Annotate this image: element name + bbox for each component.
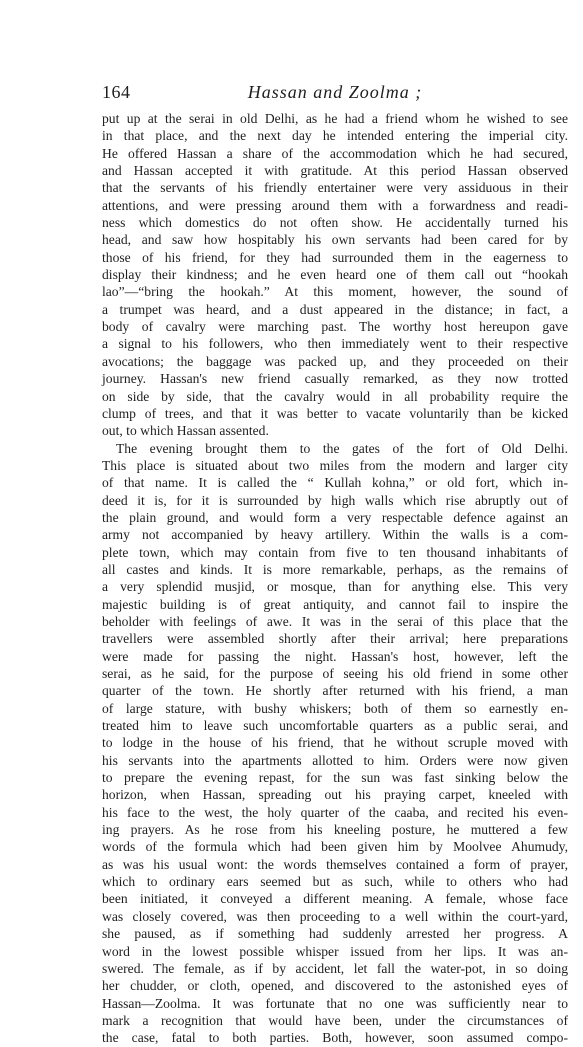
text-line: avocations; the baggage was packed up, and they proceeded on their (102, 353, 568, 369)
text-line: she paused, as if something had suddenly arrested her progress. A (102, 926, 568, 942)
text-line: army not accompanied by heavy artillery. Within the walls is a com- (102, 527, 568, 543)
text-line: his servants into the apartments allotted to him. Orders were now given (102, 752, 568, 768)
text-line: This place is situated about two miles from the modern and larger city (102, 457, 568, 473)
text-line: a signal to his followers, who then immediately went to their respective (102, 336, 568, 352)
text-line: word in the lowest possible whisper issued from her lips. It was an- (102, 943, 568, 959)
text-line: travellers were assembled shortly after their arrival; here preparations (102, 631, 568, 647)
text-line: on side by side, that the cavalry would in all probability require the (102, 388, 568, 404)
text-line: and Hassan accepted it with gratitude. At this period Hassan observed (102, 163, 568, 179)
text-line: body of cavalry were marching past. The worthy host hereupon gave (102, 319, 568, 335)
text-line: of that name. It is called the “ Kullah kohna,” or old fort, which in- (102, 475, 568, 491)
text-line: display their kindness; and he even heard one of them call out “hookah (102, 267, 568, 283)
text-line: the plain ground, and would form a very respectable defence against an (102, 509, 568, 525)
text-line: head, and saw how hospitably his own servants had been cared for by (102, 232, 568, 248)
text-line: plete town, which may contain from five to ten thousand inhabitants of (102, 544, 568, 560)
text-line: swered. The female, as if by accident, let fall the water-pot, in so doing (102, 960, 568, 976)
text-line: been initiated, it conveyed a different meaning. A female, whose face (102, 891, 568, 907)
text-line: attentions, and were pressing around them with a forwardness and readi- (102, 197, 568, 213)
body-text (102, 110, 568, 1047)
text-line: to lodge in the house of his friend, that he without scruple moved with (102, 735, 568, 751)
text-line: that the servants of his friendly entertainer were very assiduous in their (102, 180, 568, 196)
text-line: mark a recognition that would have been, under the circumstances of (102, 1012, 568, 1028)
page-header (102, 82, 568, 110)
text-line: horizon, when Hassan, spreading out his praying carpet, kneeled with (102, 787, 568, 803)
text-line: He offered Hassan a share of the accommodation which he had secured, (102, 145, 568, 161)
text-line: quarter of the town. He shortly after returned with his friend, a man (102, 683, 568, 699)
text-line: Hassan—Zoolma. It was fortunate that no one was sufficiently near to (102, 995, 568, 1011)
text-line: beholder with feelings of awe. It was in the serai of this place that the (102, 613, 568, 629)
text-line: a very splendid musjid, or mosque, than for anything else. This very (102, 579, 568, 595)
text-line: his face to the west, the holy quarter of the caaba, and recited his even- (102, 804, 568, 820)
text-line: to prepare the evening repast, for the sun was fast sinking below the (102, 770, 568, 786)
book-page (102, 82, 568, 1047)
text-line: clump of trees, and that it was better to vacate voluntarily than be kicked (102, 405, 568, 421)
text-line: ness which domestics do not often show. He accidentally turned his (102, 215, 568, 231)
text-line: in that place, and the next day he intended entering the imperial city. (102, 128, 568, 144)
text-line: words of the formula which had been given him by Moolvee Ahumudy, (102, 839, 568, 855)
text-line: as was his usual wont: the words themselves contained a form of prayer, (102, 856, 568, 872)
text-line: her chudder, or cloth, opened, and discovered to the astonished eyes of (102, 978, 568, 994)
text-line: deed it is, for it is surrounded by high walls which rise abruptly out of (102, 492, 568, 508)
text-line: the case, fatal to both parties. Both, however, soon assumed compo- (102, 1030, 568, 1046)
text-line: a trumpet was heard, and a dust appeared in the distance; in fact, a (102, 301, 568, 317)
text-line: all castes and kinds. It is more remarkable, perhaps, as the remains of (102, 561, 568, 577)
text-line: serai, as he said, for the purpose of seeing his old friend in some other (102, 666, 568, 681)
text-line: were made for passing the night. Hassan's host, however, left the (102, 648, 568, 664)
text-line: out, to which Hassan assented. (102, 423, 269, 439)
text-line: put up at the serai in old Delhi, as he had a friend whom he wished to see (102, 111, 568, 126)
running-title: Hassan and Zoolma ; (247, 82, 423, 102)
text-line: lao”—“bring the hookah.” At this moment, however, the sound of (102, 284, 568, 300)
text-line: The evening brought them to the gates of the fort of Old Delhi. (116, 440, 568, 456)
text-line: was closely covered, was then proceeding to a well within the court-yard, (102, 908, 568, 924)
text-line: journey. Hassan's new friend casually remarked, as they now trotted (102, 371, 568, 387)
text-line: of large stature, with bushy whiskers; both of them so earnestly en- (102, 700, 568, 716)
text-line: those of his friend, for they had surrounded them in the eagerness to (102, 249, 568, 265)
text-line: ing prayers. As he rose from his kneeling posture, he muttered a few (102, 822, 568, 838)
text-line: majestic building is of great antiquity, and cannot fail to inspire the (102, 596, 568, 612)
text-line: treated him to leave such uncomfortable quarters as a public serai, and (102, 718, 568, 734)
text-line: which to ordinary ears seemed but as such, while to others who had (102, 874, 568, 890)
page-number: 164 (102, 82, 131, 102)
